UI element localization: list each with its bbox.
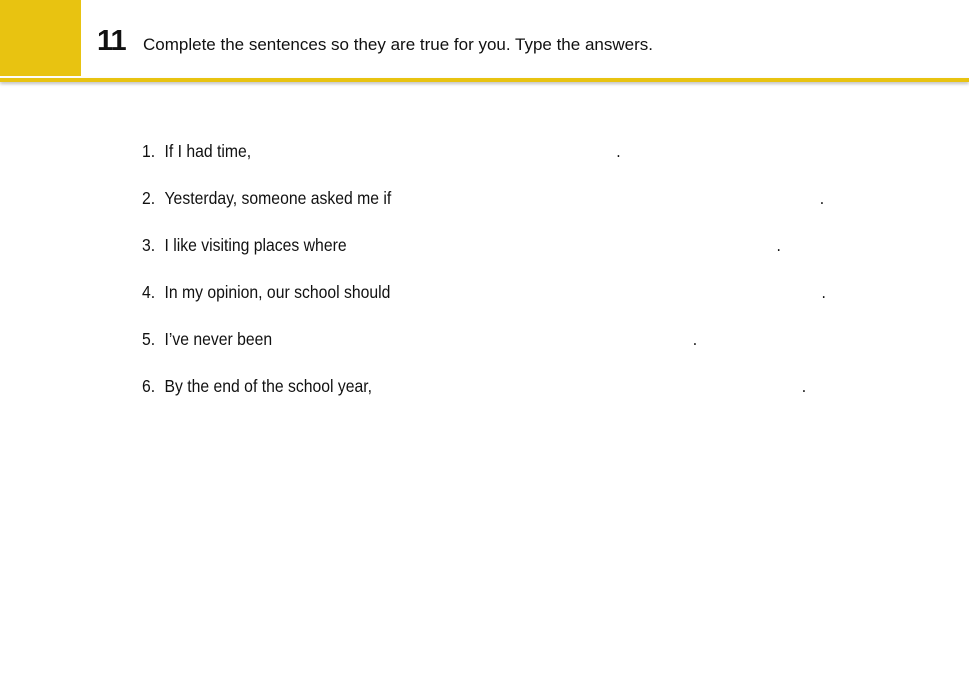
item-number: 5. <box>142 329 156 349</box>
sentence-item-5 <box>142 326 698 352</box>
item-prompt: In my opinion, our school should <box>164 282 391 302</box>
sentence-end: . <box>819 188 825 208</box>
answer-input-1[interactable] <box>257 139 620 163</box>
answer-input-2[interactable] <box>406 186 764 210</box>
item-number: 2. <box>142 188 156 208</box>
sentence-item-6 <box>142 373 807 399</box>
sentence-item-3 <box>142 232 781 258</box>
sentence-end: . <box>801 376 807 396</box>
answer-input-4[interactable] <box>408 280 766 304</box>
item-number: 1. <box>142 141 156 161</box>
answer-input-5[interactable] <box>285 327 643 351</box>
item-number: 3. <box>142 235 156 255</box>
header-divider <box>0 78 969 82</box>
item-prompt: I’ve never been <box>164 329 273 349</box>
item-number: 4. <box>142 282 156 302</box>
exercise-header <box>0 0 969 84</box>
item-number: 6. <box>142 376 156 396</box>
sentence-item-1 <box>142 138 621 164</box>
item-prompt: By the end of the school year, <box>164 376 373 396</box>
exercise-number: 11 <box>97 25 126 57</box>
header-accent-block <box>0 0 81 76</box>
item-prompt: If I had time, <box>164 141 252 161</box>
sentence-end: . <box>692 329 698 349</box>
sentence-item-2 <box>142 185 825 211</box>
sentence-end: . <box>616 141 621 161</box>
sentence-item-4 <box>142 279 826 305</box>
exercise-instructions: Complete the sentences so they are true for you. Type the answers. <box>143 35 653 54</box>
item-prompt: I like visiting places where <box>164 235 347 255</box>
answer-input-3[interactable] <box>363 233 721 257</box>
sentence-end: . <box>776 235 781 255</box>
item-prompt: Yesterday, someone asked me if <box>164 188 392 208</box>
sentence-end: . <box>821 282 826 302</box>
answer-input-6[interactable] <box>385 374 743 398</box>
